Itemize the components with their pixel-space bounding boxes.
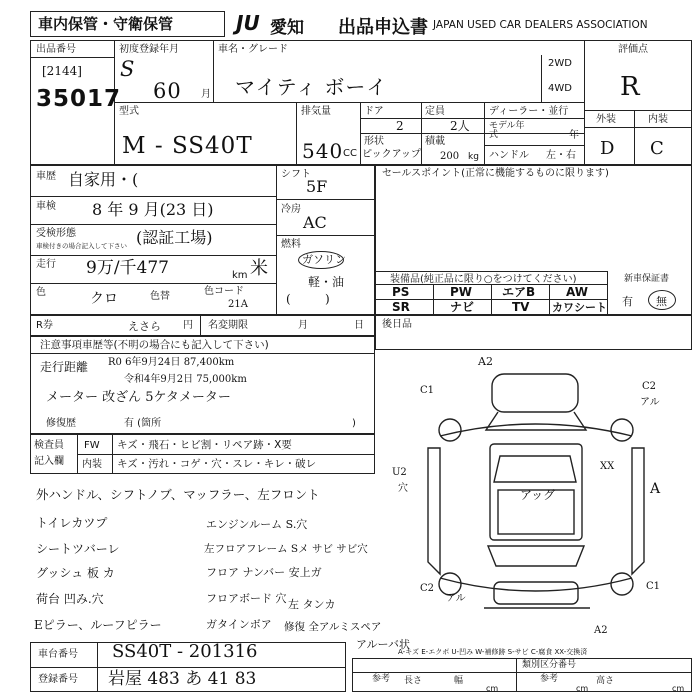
mark-c1-top: C1 (420, 385, 435, 396)
warranty-yes: 有 (622, 295, 633, 308)
equip-r2-1: ナビ (450, 300, 475, 314)
retrofit-label: 後日品 (382, 319, 412, 330)
chassis-label: 車台番号 (38, 649, 78, 660)
inspection-value: (認証工場) (136, 228, 213, 247)
int-label: 内装 (82, 459, 102, 470)
car-name: マイティ ボーイ (235, 75, 388, 99)
legend-head: アルーバ状 (356, 638, 411, 651)
equip-r2-0: SR (392, 300, 410, 314)
fuel-bracket: ( ) (286, 292, 330, 306)
shape-value: ピックアップ (362, 149, 421, 160)
dealer-label: ディーラー・並行 (489, 106, 569, 117)
interior-grade: C (650, 138, 665, 159)
lot-label: 出品番号 (36, 44, 76, 55)
color-change-label: 色替 (150, 291, 170, 302)
shift-label: シフト (281, 169, 311, 180)
fuel-gas: ガソリン (302, 253, 346, 266)
equip-r1-3: AW (566, 285, 588, 299)
legend-small: A-キズ E-エクボ U-凹み W-補修跡 S-サビ C-腐食 XX-交換済 (398, 648, 588, 656)
recycle-amount: えさら (128, 320, 161, 333)
equip-r1-1: PW (450, 285, 473, 299)
plate-value: 岩屋 483 あ 41 83 (108, 669, 257, 689)
color-label: 色 (36, 287, 46, 298)
first-reg-label: 初度登録年月 (119, 44, 179, 55)
equip-r1-2: エアB (502, 285, 536, 299)
mark-u2: U2 (392, 467, 407, 478)
mileage-value: 9万/千477 (86, 258, 169, 278)
comment-4: 荷台 凹み.穴 (36, 592, 104, 606)
ref-label-2: 参考 (540, 674, 559, 684)
comment-right-5: 左 タンカ (288, 598, 336, 611)
comment-3: グッシュ 板 カ (36, 566, 115, 580)
doors-value: 2 (396, 119, 404, 133)
shaken-value: 8 年 9 月(23 日) (92, 200, 214, 219)
kg-label: kg (468, 152, 479, 162)
fuel-light: 軽・油 (308, 275, 345, 289)
equip-r2-3: カワシート (552, 301, 607, 314)
color-code-value: 21A (228, 299, 248, 310)
color-value: クロ (90, 291, 118, 307)
mark-a2-bottom: A2 (594, 625, 608, 636)
era: S (120, 57, 136, 81)
handle-label: ハンドル (489, 150, 529, 161)
repair-value: 有 (箇所 (124, 418, 162, 429)
int-items: キズ・汚れ・コゲ・穴・スレ・キレ・破レ (117, 458, 317, 470)
cm-label-2: cm (576, 684, 589, 693)
retrofit-block (375, 315, 692, 350)
first-reg-year: 60 (153, 79, 182, 103)
mark-aru-top: アル (640, 397, 660, 408)
handle-options: 左・右 (546, 150, 576, 161)
category-value: 自家用・( (68, 170, 139, 189)
exterior-label: 外装 (596, 114, 616, 125)
comment-right-6: 修復 全アルミスペア (284, 621, 382, 633)
drive-2wd: 2WD (548, 58, 572, 69)
comment-5: Eピラー、ルーフピラー (34, 618, 162, 632)
interior-label: 内装 (648, 114, 668, 125)
model-label: 型式 (119, 106, 139, 117)
sales-point-label: セールスポイント(正常に機能するものに限ります) (382, 168, 609, 179)
comment-2: シートツバーレ (36, 542, 120, 556)
month-label-2: 月 (298, 320, 308, 331)
recycle-label: R券 (36, 320, 53, 331)
score-label: 評価点 (618, 44, 648, 55)
model-year-label: モデル年式 (489, 121, 525, 140)
comment-right-4: ガタインボア (206, 618, 272, 631)
ac-label: 冷房 (281, 204, 301, 215)
yen-label: 円 (183, 320, 193, 331)
dims-label: 類別区分番号 (522, 660, 577, 670)
mark-aru-bottom: アル (446, 593, 466, 604)
color-code-label: 色コード (204, 286, 244, 297)
lot-small: [2144] (42, 64, 82, 78)
warranty-label: 新車保証書 (624, 274, 670, 284)
model-value: M - SS40T (122, 133, 253, 159)
form-title: 出品申込書 (338, 17, 428, 38)
shift-value: 5F (306, 177, 328, 196)
fw-label: FW (84, 440, 100, 451)
repair-label: 修復歴 (46, 418, 76, 429)
length-label: 長さ (404, 676, 423, 686)
year-label: 年 (569, 130, 579, 141)
mark-a-right: A (650, 481, 661, 497)
name-label: 車名・グレード (218, 44, 288, 55)
door-label: ドア (364, 106, 384, 117)
chassis-value: SS40T - 201316 (112, 641, 258, 662)
day-label: 日 (354, 320, 364, 331)
inspection-sub: 車検付きの場合記入して下さい (36, 242, 127, 250)
comment-0: 外ハンドル、シフトノブ、マッフラー、左フロント (36, 487, 320, 502)
mark-a2-top: A2 (478, 355, 493, 368)
comment-right-2: フロア ナンバー 安上ガ (206, 566, 322, 579)
width-label: 幅 (454, 676, 464, 686)
name-change-label: 名変期限 (208, 320, 248, 331)
mark-c1-bottom: C1 (646, 581, 661, 592)
comment-right-1: 左フロアフレーム Sメ サビ サビ穴 (204, 543, 368, 555)
comment-right-3: フロアボード 穴 (206, 592, 287, 605)
category-label: 車歴 (36, 171, 56, 182)
store-type: 車内保管・守衛保管 (38, 15, 174, 33)
lot-number: 35017 (36, 86, 122, 112)
mileage-label: 走行 (36, 259, 56, 270)
ju-logo: JU (236, 11, 260, 35)
displacement-value: 540 (302, 139, 344, 163)
capacity-value: 2人 (450, 119, 470, 133)
height-label: 高さ (596, 676, 615, 686)
score-value: R (620, 72, 641, 102)
drive-4wd: 4WD (548, 83, 572, 94)
fw-items: キズ・飛石・ヒビ割・リペア跡・X要 (117, 439, 292, 451)
mark-xx: XX (600, 461, 615, 472)
cm-label-1: cm (486, 684, 499, 693)
ac-value: AC (303, 213, 327, 232)
km-label: km (232, 270, 248, 281)
month-label: 月 (201, 89, 211, 100)
load-value: 200 (440, 151, 460, 162)
fuel-label: 燃料 (281, 239, 301, 250)
cm-label-3: cm (672, 684, 685, 693)
shape-label: 形状 (364, 136, 384, 147)
recycle-row (30, 315, 375, 336)
equip-r2-2: TV (512, 300, 530, 314)
mark-aggu: アッグ (520, 488, 556, 502)
repair-close: ) (352, 418, 356, 429)
inspector-label-2: 記入欄 (34, 456, 64, 467)
ref-label-1: 参考 (372, 674, 391, 684)
equipment-label: 装備品(純正品に限り○をつけてください) (390, 274, 577, 285)
mileage-mark: 米 (250, 258, 268, 279)
comment-1: トイレカツプ (36, 516, 108, 530)
equip-r1-0: PS (392, 285, 410, 299)
warranty-no: 無 (656, 295, 667, 308)
mark-hole: 穴 (398, 483, 408, 494)
mark-c2-top: C2 (642, 381, 657, 392)
association-name: JAPAN USED CAR DEALERS ASSOCIATION (433, 19, 648, 31)
exterior-grade: D (600, 138, 616, 159)
notes-line1a: R0 6年9月24日 87,400km (108, 357, 235, 368)
comment-right-0: エンジンルーム S.穴 (206, 518, 308, 531)
mark-c2-bottom: C2 (420, 583, 435, 594)
capacity-label: 定員 (425, 106, 445, 117)
inspection-label: 受検形態 (36, 228, 76, 239)
region-title: 愛知 (270, 18, 304, 38)
notes-line1: 走行距離 (40, 360, 89, 374)
inspector-label-1: 検査員 (34, 440, 64, 451)
shaken-label: 車検 (36, 201, 56, 212)
load-label: 積載 (425, 136, 445, 147)
notes-line1b: 令和4年9月2日 75,000km (124, 374, 247, 385)
displacement-label: 排気量 (301, 106, 331, 117)
notes-line2: メーター 改ざん 5ケタメーター (46, 390, 231, 405)
plate-label: 登録番号 (38, 674, 78, 685)
notes-label: 注意事項車歴等(不明の場合にも記入して下さい) (40, 339, 269, 351)
cc-label: CC (343, 148, 357, 159)
